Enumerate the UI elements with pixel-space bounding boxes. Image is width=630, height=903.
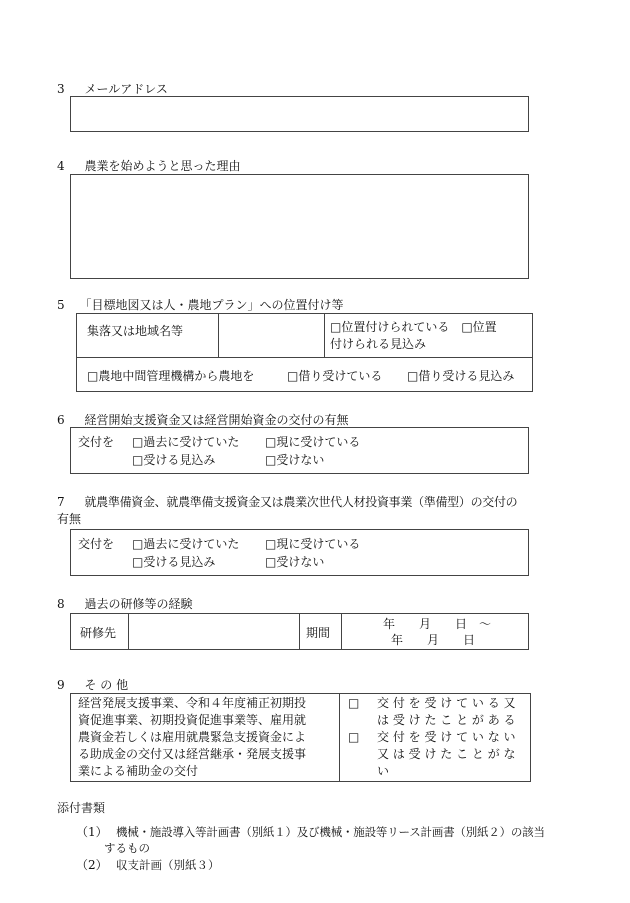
startup-fund-box bbox=[70, 427, 529, 474]
other-desc-line: 業による補助金の交付 bbox=[78, 764, 199, 778]
other-desc-line: る助成金の交付又は経営継承・発展支援事 bbox=[78, 747, 307, 761]
col-divider bbox=[339, 694, 340, 781]
section-title: 過去の研修等の経験 bbox=[84, 597, 193, 611]
section-8-heading bbox=[57, 596, 192, 612]
col-divider bbox=[128, 614, 129, 649]
lease-current-option[interactable]: □借り受けている bbox=[287, 369, 383, 383]
attachment-1-line1: 機械・施設導入等計画書（別紙１）及び機械・施設等リース計画書（別紙２）の該当 bbox=[116, 825, 545, 839]
received-past-option[interactable]: □過去に受けていた bbox=[132, 435, 240, 449]
attachments-title: 添付書類 bbox=[57, 801, 106, 815]
section-number: 8 bbox=[57, 597, 65, 611]
not-received-checkbox[interactable]: □ bbox=[348, 730, 360, 744]
section-number: 3 bbox=[57, 82, 65, 96]
row-divider bbox=[77, 357, 532, 358]
other-desc-line: 農資金若しくは雇用就農緊急支援資金によ bbox=[78, 730, 307, 744]
col-divider bbox=[218, 314, 219, 357]
col-divider bbox=[341, 614, 342, 649]
received-checkbox[interactable]: □ bbox=[348, 696, 360, 710]
training-place-label: 研修先 bbox=[80, 626, 117, 640]
not-receiving-option[interactable]: □受けない bbox=[265, 453, 325, 467]
section-title: そ の 他 bbox=[84, 678, 129, 692]
expected-option[interactable]: □受ける見込み bbox=[132, 453, 216, 467]
received-past-option[interactable]: □過去に受けていた bbox=[132, 537, 240, 551]
plan-position-table bbox=[76, 313, 533, 392]
section-title: 「目標地図又は人・農地プラン」への位置付け等 bbox=[79, 298, 344, 312]
position-option-line2[interactable]: 付けられる見込み bbox=[330, 337, 427, 351]
col-divider bbox=[324, 314, 325, 357]
section-number: 6 bbox=[57, 413, 65, 427]
period-start[interactable]: 年 月 日 ～ bbox=[383, 617, 492, 631]
email-field[interactable] bbox=[70, 96, 529, 132]
position-option-line1[interactable]: □位置付けられている □位置 bbox=[330, 320, 497, 334]
not-receiving-option[interactable]: □受けない bbox=[265, 555, 325, 569]
col-divider bbox=[299, 614, 300, 649]
not-received-option-line: い bbox=[377, 764, 390, 778]
receiving-now-option[interactable]: □現に受けている bbox=[265, 435, 361, 449]
section-9-heading bbox=[57, 677, 128, 693]
other-table bbox=[70, 693, 531, 782]
other-desc-line: 経営発展支援事業、令和４年度補正初期投 bbox=[78, 696, 307, 710]
attachment-2-text: 収支計画（別紙３） bbox=[116, 858, 220, 872]
section-title: 経営開始支援資金又は経営開始資金の交付の有無 bbox=[84, 413, 349, 427]
attachment-1-line2: するもの bbox=[104, 841, 150, 855]
received-option-line: は 受 け た こ と が あ る bbox=[377, 713, 516, 727]
period-label: 期間 bbox=[306, 626, 331, 640]
attachment-1-number: （1） bbox=[76, 825, 108, 839]
section-7-heading bbox=[57, 494, 517, 510]
section-title: 農業を始めようと思った理由 bbox=[84, 159, 241, 173]
section-number: 4 bbox=[57, 159, 65, 173]
receiving-now-option[interactable]: □現に受けている bbox=[265, 537, 361, 551]
grant-label: 交付を bbox=[78, 537, 115, 551]
section-number: 7 bbox=[57, 495, 65, 509]
received-option-line: 交 付 を 受 け て い る 又 bbox=[377, 696, 516, 710]
section-5-heading bbox=[57, 297, 343, 313]
section-number: 5 bbox=[57, 298, 65, 312]
section-number: 9 bbox=[57, 678, 65, 692]
lease-planned-option[interactable]: □借り受ける見込み bbox=[407, 369, 515, 383]
not-received-option-line: 交 付 を 受 け て い な い bbox=[377, 730, 516, 744]
reason-textarea[interactable] bbox=[70, 174, 529, 279]
section-4-heading bbox=[57, 158, 240, 174]
grant-label: 交付を bbox=[78, 435, 115, 449]
section-6-heading bbox=[57, 412, 348, 428]
not-received-option-line: 又 は 受 け た こ と が な bbox=[377, 747, 516, 761]
expected-option[interactable]: □受ける見込み bbox=[132, 555, 216, 569]
prep-fund-box bbox=[70, 529, 529, 576]
period-end[interactable]: 年 月 日 bbox=[391, 633, 476, 647]
other-desc-line: 資促進事業、初期投資促進事業等、雇用就 bbox=[78, 713, 307, 727]
area-name-label: 集落又は地域名等 bbox=[87, 324, 184, 338]
section-7-heading-cont: 有無 bbox=[57, 512, 82, 526]
section-title: メールアドレス bbox=[84, 82, 168, 96]
section-3-heading bbox=[57, 81, 168, 97]
training-table bbox=[70, 613, 529, 650]
section-title: 就農準備資金、就農準備支援資金又は農業次世代人材投資事業（準備型）の交付の bbox=[84, 495, 518, 509]
farmland-bank-option[interactable]: □農地中間管理機構から農地を bbox=[87, 369, 255, 383]
attachment-2-number: （2） bbox=[76, 858, 108, 872]
